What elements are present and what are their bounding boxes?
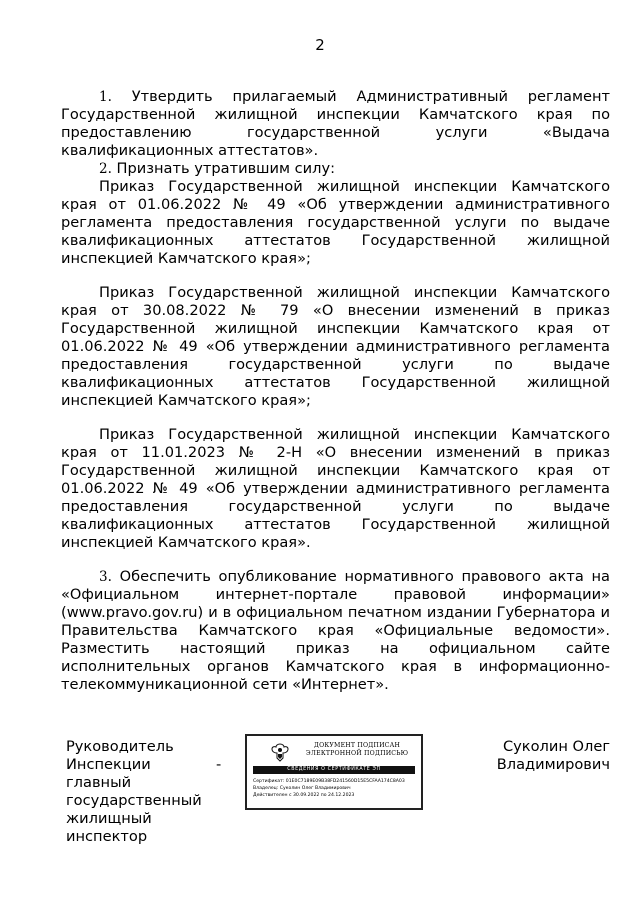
position-line: жилищный bbox=[66, 810, 152, 827]
position-line: инспектор bbox=[66, 828, 148, 845]
page-number: 2 bbox=[315, 36, 325, 54]
stamp-bar: СВЕДЕНИЯ О СЕРТИФИКАТЕ ЭП bbox=[253, 766, 415, 774]
item-2-text: Признать утратившим силу: bbox=[116, 160, 336, 177]
repealed-order-2: Приказ Государственной жилищной инспекции Камчатского края от 30.08.2022 № 79 «О внесении изменений в приказ Государственной жилищной инспекции Камчатского края от 01.06.2022 № 49 «Об утверждении административного регламента предоставления государственной услуги по выдаче квалификационных аттестатов Государственной жилищной инспекцией Камчатского края»; bbox=[61, 284, 610, 409]
document-body bbox=[61, 88, 610, 694]
item-3-text: Обеспечить опубликование нормативного правового акта на «Официальном интернет-портале правовой информации» (www.pravo.gov.ru) и в официальном печатном издании Губернатора и Правительства Камчатского края «Официальные ведомости». Разместить настоящий приказ на официальном сайте исполнительных органов Камчатского края в информационно-телекоммуникационной сети «Интернет». bbox=[61, 568, 611, 693]
electronic-signature-stamp bbox=[245, 734, 423, 810]
stamp-title-line: ЭЛЕКТРОННОЙ ПОДПИСЬЮ bbox=[305, 749, 409, 757]
signatory-position bbox=[66, 738, 216, 846]
stamp-certificate: Сертификат: 01E0C7189E09B38FD241560D15E5CFAA174C8A03 bbox=[253, 779, 405, 784]
stamp-title-line: ДОКУМЕНТ ПОДПИСАН bbox=[313, 742, 401, 749]
stamp-validity: Действителен с 30.09.2022 по 24.12.2023 bbox=[253, 793, 355, 798]
position-line: главный bbox=[66, 774, 132, 791]
coat-of-arms-icon bbox=[269, 741, 291, 763]
name-line: Суколин Олег bbox=[502, 738, 610, 755]
repealed-order-1: Приказ Государственной жилищной инспекции Камчатского края от 01.06.2022 № 49 «Об утверждении административного регламента предоставления государственной услуги по выдаче квалификационных аттестатов Государственной жилищной инспекцией Камчатского края»; bbox=[61, 178, 610, 267]
signatory-name bbox=[470, 738, 610, 774]
repealed-order-3: Приказ Государственной жилищной инспекции Камчатского края от 11.01.2023 № 2-Н «О внесении изменений в приказ Государственной жилищной инспекции Камчатского края от 01.06.2022 № 49 «Об утверждении административного регламента предоставления государственной услуги по выдаче квалификационных аттестатов Государственной жилищной инспекцией Камчатского края». bbox=[61, 426, 610, 551]
position-line: государственный bbox=[66, 792, 202, 809]
stamp-title bbox=[295, 742, 419, 757]
paragraph-item-3 bbox=[61, 568, 610, 694]
paragraph-item-2 bbox=[61, 160, 610, 178]
signature-dash: - bbox=[216, 756, 222, 773]
item-1-text: Утвердить прилагаемый Административный регламент Государственной жилищной инспекции Камчатского края по предоставлению государственной услуги «Выдача квалификационных аттестатов». bbox=[61, 88, 610, 159]
stamp-owner: Владелец: Суколин Олег Владимирович bbox=[253, 786, 351, 791]
stamp-certificate-info bbox=[253, 778, 419, 799]
item-2-number: 2. bbox=[99, 161, 112, 177]
position-line: Инспекции bbox=[66, 756, 151, 773]
item-1-number: 1. bbox=[99, 89, 112, 105]
name-line: Владимирович bbox=[496, 756, 610, 773]
position-line: Руководитель bbox=[66, 738, 174, 755]
paragraph-item-1 bbox=[61, 88, 610, 160]
item-3-number: 3. bbox=[99, 569, 112, 585]
